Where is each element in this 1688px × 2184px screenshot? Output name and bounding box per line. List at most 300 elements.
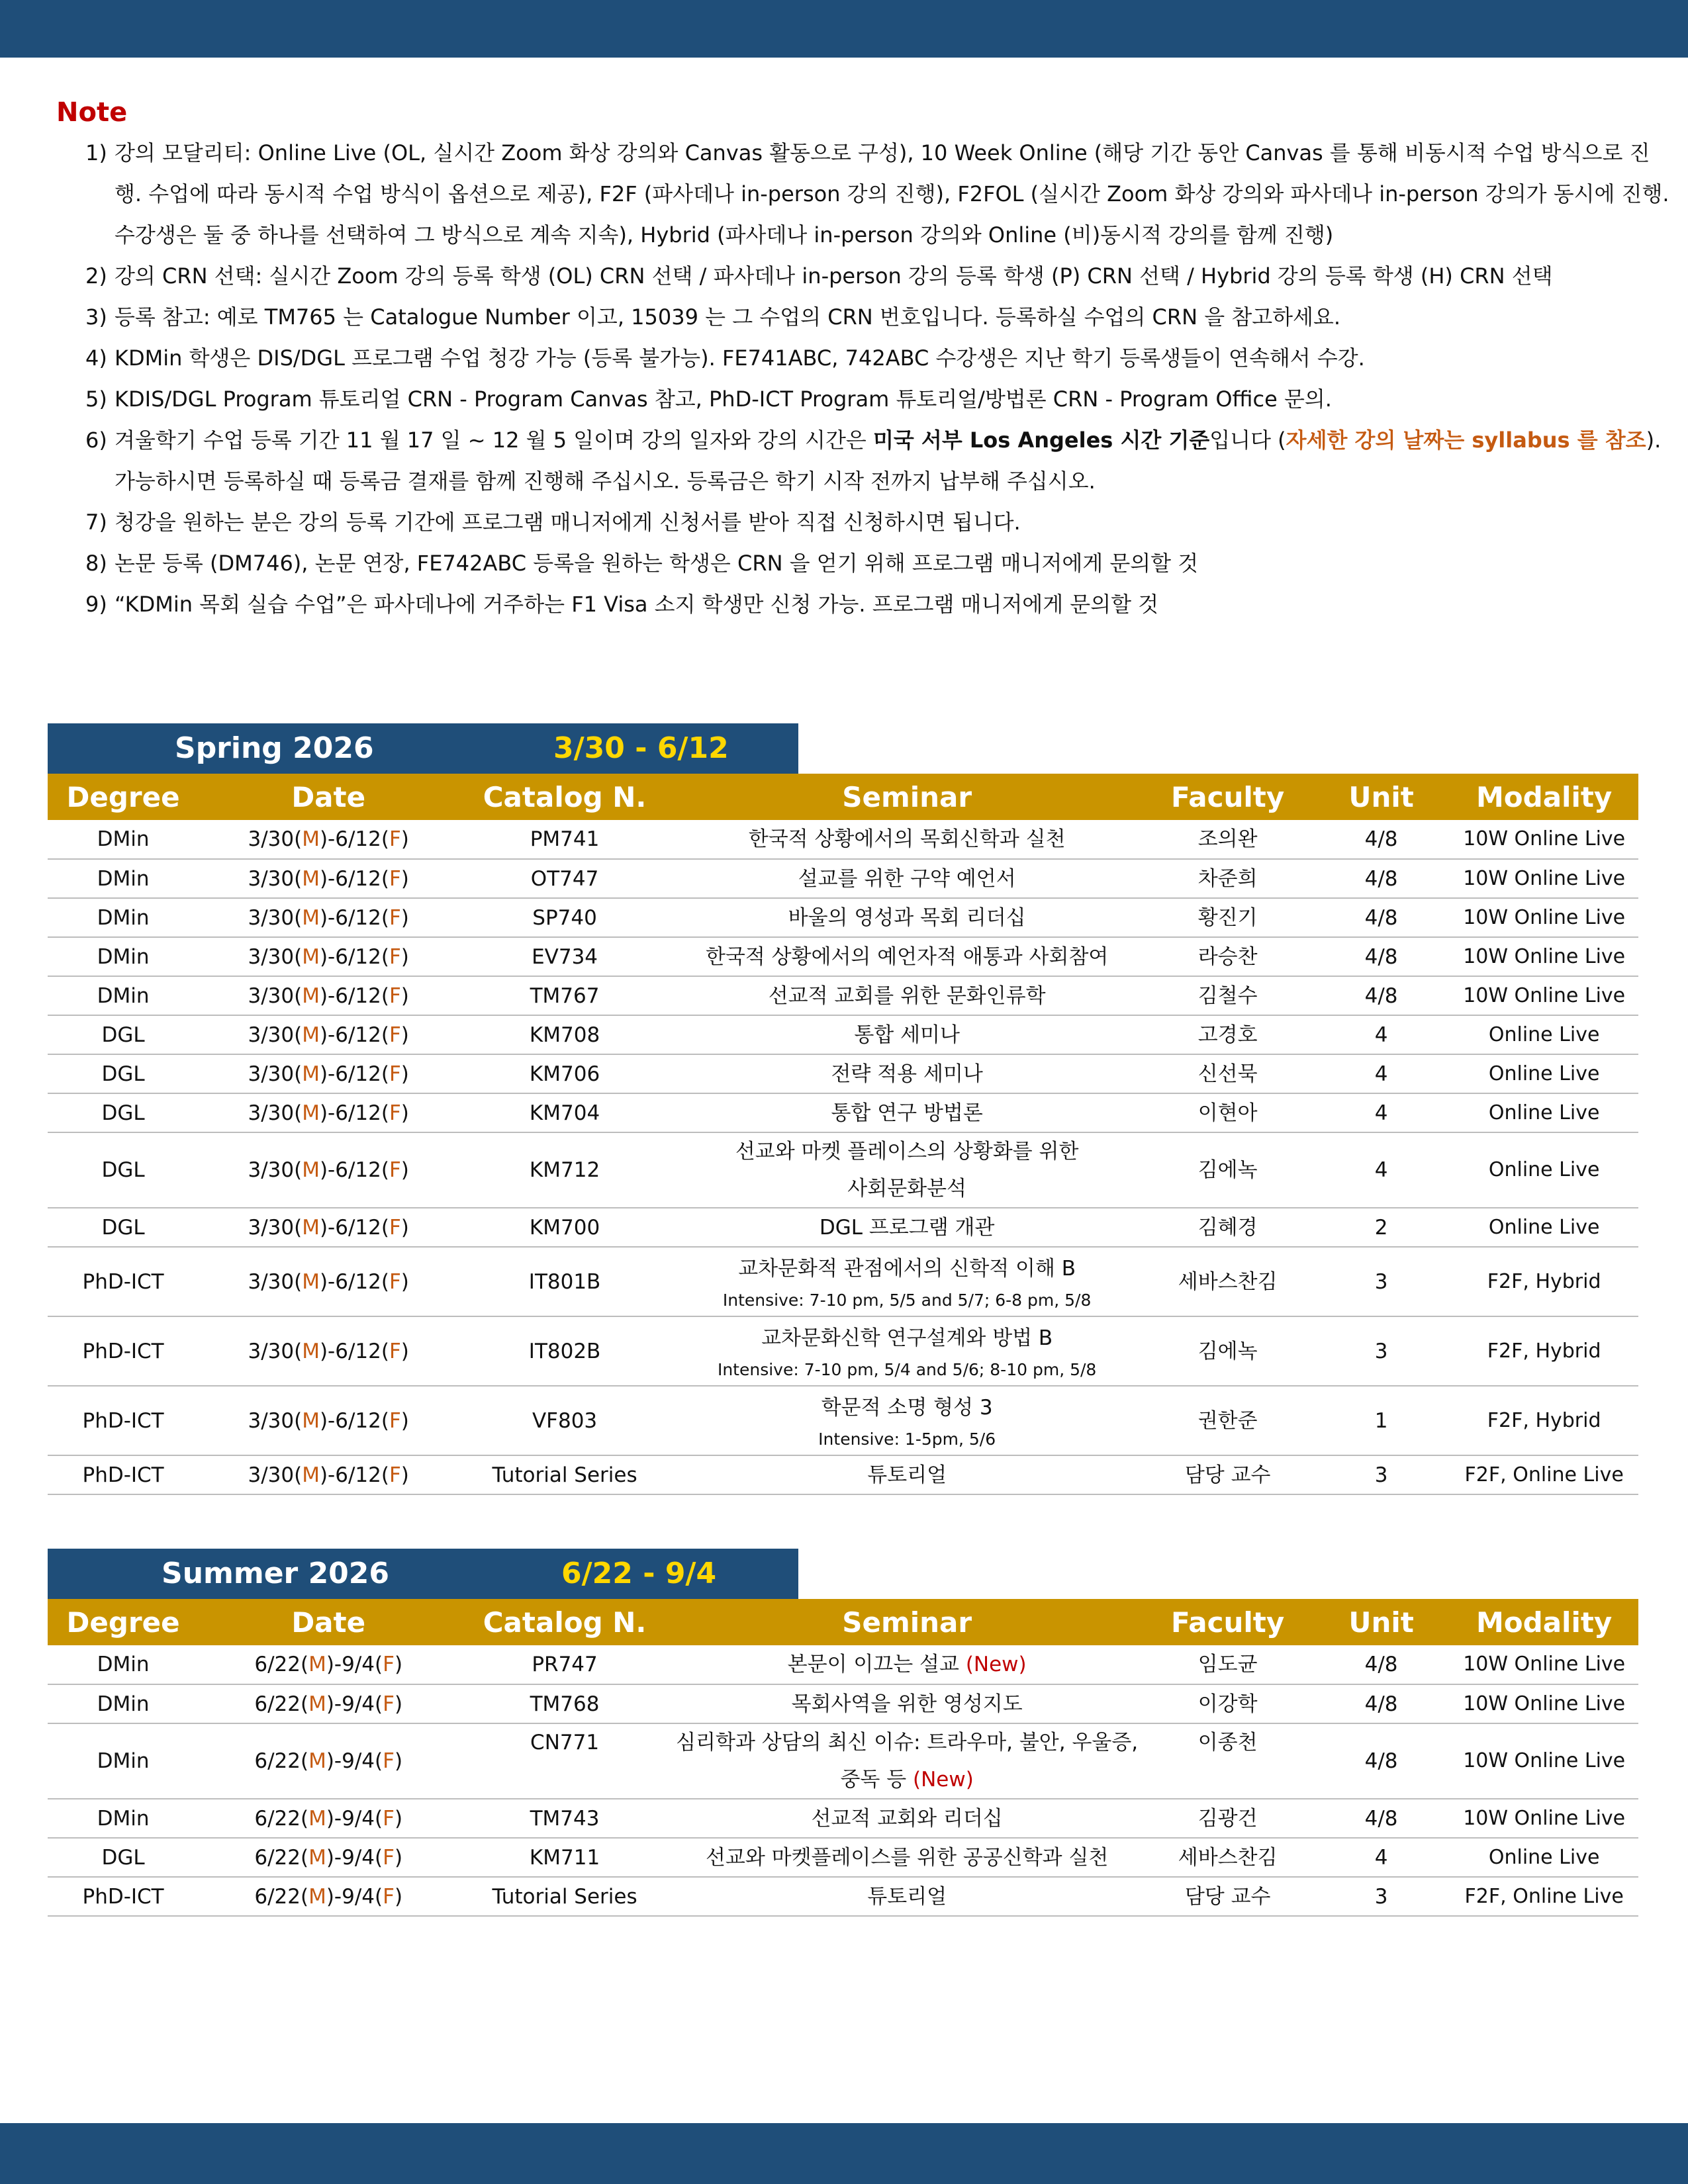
- table-row: [48, 1093, 1638, 1132]
- note-text: 겨울학기 수업 등록 기간 11 월 17 일 ~ 12 월 5 일이며 강의 일자와 강의 시간은: [115, 428, 873, 453]
- seminar-cell: [671, 1877, 1143, 1916]
- weekday-start: M: [302, 983, 320, 1008]
- modality-cell: Online Live: [1450, 1054, 1638, 1093]
- catalog-cell: PM741: [458, 820, 671, 859]
- date-start: 3/30(: [248, 1269, 303, 1294]
- seminar-cell: [671, 1723, 1143, 1799]
- seminar-title: 선교와 마켓 플레이스의 상황화를 위한: [735, 1140, 1079, 1163]
- date-cell: [199, 937, 458, 976]
- degree-cell: DGL: [48, 1054, 199, 1093]
- date-close: ): [400, 827, 409, 851]
- modality-cell: 10W Online Live: [1450, 820, 1638, 859]
- date-close: ): [400, 1101, 409, 1125]
- date-end: )-6/12(: [319, 1023, 389, 1047]
- seminar-cell: [671, 1093, 1143, 1132]
- weekday-start: M: [308, 1692, 326, 1716]
- note-number: 9): [85, 592, 107, 617]
- seminar-cell: [671, 1316, 1143, 1386]
- unit-cell: 4/8: [1313, 1684, 1450, 1723]
- faculty-cell: 고경호: [1143, 1015, 1312, 1054]
- unit-cell: 2: [1313, 1208, 1450, 1247]
- modality-cell: 10W Online Live: [1450, 1723, 1638, 1799]
- date-close: ): [394, 1653, 403, 1676]
- note-text: “KDMin 목회 실습 수업”은 파사데나에 거주하는 F1 Visa 소지 학생만 신청 가능. 프로그램 매니저에게 문의할 것: [115, 592, 1159, 617]
- faculty-cell: 임도균: [1143, 1645, 1312, 1684]
- table-row: [48, 1645, 1638, 1684]
- note-number: 5): [85, 387, 107, 412]
- date-cell: [199, 1799, 458, 1838]
- summer-schedule: [48, 1549, 1638, 1917]
- degree-cell: DGL: [48, 1093, 199, 1132]
- seminar-title: 심리학과 상담의 최신 이슈: 트라우마, 불안, 우울증,: [676, 1731, 1139, 1754]
- unit-cell: 4/8: [1313, 976, 1450, 1015]
- header-degree: Degree: [48, 774, 199, 820]
- date-close: ): [394, 1749, 403, 1773]
- modality-cell: F2F, Online Live: [1450, 1455, 1638, 1494]
- date-start: 3/30(: [248, 1062, 303, 1086]
- term-dates: 3/30 - 6/12: [553, 731, 729, 765]
- catalog-cell: KM700: [458, 1208, 671, 1247]
- catalog-cell: TM768: [458, 1684, 671, 1723]
- date-end: )-9/4(: [326, 1692, 383, 1716]
- catalog-cell: TM743: [458, 1799, 671, 1838]
- date-end: )-6/12(: [319, 983, 389, 1008]
- seminar-cell: [671, 820, 1143, 859]
- weekday-end: F: [389, 1158, 401, 1182]
- weekday-start: M: [302, 1158, 320, 1182]
- seminar-title: 바울의 영성과 목회 리더십: [788, 905, 1026, 930]
- weekday-start: M: [308, 1884, 326, 1909]
- seminar-title: 튜토리얼: [867, 1884, 947, 1909]
- catalog-cell: EV734: [458, 937, 671, 976]
- date-end: )-9/4(: [326, 1806, 383, 1831]
- unit-cell: 4/8: [1313, 937, 1450, 976]
- seminar-title: 학문적 소명 형성 3: [821, 1395, 993, 1420]
- seminar-title: 전략 적용 세미나: [831, 1062, 983, 1086]
- date-close: ): [400, 1339, 409, 1363]
- unit-cell: 4: [1313, 1132, 1450, 1208]
- date-close: ): [400, 1408, 409, 1433]
- header-seminar: Seminar: [671, 1599, 1143, 1645]
- weekday-start: M: [302, 905, 320, 930]
- date-start: 3/30(: [248, 1215, 303, 1240]
- weekday-start: M: [302, 1215, 320, 1240]
- degree-cell: DMin: [48, 898, 199, 937]
- header-degree: Degree: [48, 1599, 199, 1645]
- modality-cell: 10W Online Live: [1450, 1799, 1638, 1838]
- note-number: 7): [85, 510, 107, 535]
- degree-cell: DMin: [48, 937, 199, 976]
- date-end: )-6/12(: [319, 1463, 389, 1487]
- date-start: 6/22(: [254, 1884, 309, 1909]
- note-number: 3): [85, 304, 107, 330]
- date-end: )-9/4(: [326, 1845, 383, 1870]
- date-cell: [199, 1054, 458, 1093]
- table-row: [48, 1799, 1638, 1838]
- weekday-start: M: [308, 1806, 326, 1831]
- degree-cell: DGL: [48, 1132, 199, 1208]
- catalog-cell: KM708: [458, 1015, 671, 1054]
- seminar-title: DGL 프로그램 개관: [819, 1215, 995, 1240]
- date-close: ): [400, 1023, 409, 1047]
- degree-cell: PhD-ICT: [48, 1316, 199, 1386]
- weekday-start: M: [302, 1269, 320, 1294]
- weekday-end: F: [389, 983, 401, 1008]
- syllabus-reference: 자세한 강의 날짜는 syllabus 를 참조: [1286, 428, 1646, 453]
- modality-cell: Online Live: [1450, 1015, 1638, 1054]
- date-end: )-6/12(: [319, 1101, 389, 1125]
- date-close: ): [400, 1463, 409, 1487]
- catalog-cell: OT747: [458, 859, 671, 898]
- weekday-end: F: [389, 1062, 401, 1086]
- weekday-start: M: [308, 1749, 326, 1773]
- header-catalog: Catalog N.: [458, 774, 671, 820]
- weekday-end: F: [389, 944, 401, 969]
- modality-cell: 10W Online Live: [1450, 859, 1638, 898]
- degree-cell: DGL: [48, 1208, 199, 1247]
- faculty-cell: 이강학: [1143, 1684, 1312, 1723]
- faculty-cell: 이현아: [1143, 1093, 1312, 1132]
- unit-cell: 4/8: [1313, 1723, 1450, 1799]
- weekday-end: F: [389, 827, 401, 851]
- date-start: 3/30(: [248, 866, 303, 891]
- date-close: ): [400, 1269, 409, 1294]
- seminar-cell: [671, 859, 1143, 898]
- new-badge: (New): [913, 1768, 974, 1792]
- term-banner: [48, 1549, 798, 1599]
- date-start: 3/30(: [248, 905, 303, 930]
- date-end: )-6/12(: [319, 827, 389, 851]
- faculty-cell: 세바스찬김: [1143, 1247, 1312, 1316]
- spring-schedule: [48, 723, 1638, 1495]
- degree-cell: PhD-ICT: [48, 1247, 199, 1316]
- date-close: ): [400, 905, 409, 930]
- table-header-row: [48, 774, 1638, 820]
- date-start: 3/30(: [248, 827, 303, 851]
- degree-cell: PhD-ICT: [48, 1877, 199, 1916]
- catalog-cell: Tutorial Series: [458, 1455, 671, 1494]
- seminar-cell: [671, 898, 1143, 937]
- bottom-footer-band: [0, 2123, 1688, 2184]
- faculty-cell: 김혜경: [1143, 1208, 1312, 1247]
- header-faculty: Faculty: [1143, 1599, 1312, 1645]
- degree-cell: DMin: [48, 976, 199, 1015]
- date-end: )-6/12(: [319, 1339, 389, 1363]
- date-start: 3/30(: [248, 1101, 303, 1125]
- seminar-cell: [671, 1054, 1143, 1093]
- date-close: ): [394, 1806, 403, 1831]
- seminar-title: 통합 연구 방법론: [831, 1101, 983, 1125]
- note-number: 2): [85, 263, 107, 289]
- note-item-3: [56, 296, 1671, 338]
- table-row: [48, 1247, 1638, 1316]
- date-cell: [199, 1645, 458, 1684]
- weekday-start: M: [302, 1023, 320, 1047]
- modality-cell: Online Live: [1450, 1132, 1638, 1208]
- faculty-cell: 차준희: [1143, 859, 1312, 898]
- top-header-band: [0, 0, 1688, 58]
- weekday-start: M: [302, 1408, 320, 1433]
- table-row: [48, 820, 1638, 859]
- faculty-cell: 김철수: [1143, 976, 1312, 1015]
- seminar-cell: [671, 976, 1143, 1015]
- degree-cell: DMin: [48, 1723, 199, 1799]
- unit-cell: 4: [1313, 1015, 1450, 1054]
- date-end: )-6/12(: [319, 944, 389, 969]
- date-start: 6/22(: [254, 1692, 309, 1716]
- note-title: Note: [56, 97, 128, 128]
- note-text: 강의 CRN 선택: 실시간 Zoom 강의 등록 학생 (OL) CRN 선택 / 파사데나 in-person 강의 등록 학생 (P) CRN 선택 / Hybrid 강의 등록 학생 (H) CRN 선택: [115, 263, 1553, 289]
- note-number: 4): [85, 345, 107, 371]
- weekday-end: F: [389, 1408, 401, 1433]
- seminar-title: 선교적 교회를 위한 문화인류학: [768, 983, 1046, 1008]
- note-item-9: [56, 584, 1671, 625]
- table-row: [48, 1838, 1638, 1877]
- date-close: ): [400, 983, 409, 1008]
- degree-cell: DMin: [48, 820, 199, 859]
- seminar-title: 한국적 상황에서의 목회신학과 실천: [748, 827, 1066, 851]
- header-catalog: Catalog N.: [458, 1599, 671, 1645]
- table-row: [48, 976, 1638, 1015]
- table-row: [48, 1877, 1638, 1916]
- date-cell: [199, 1877, 458, 1916]
- note-item-6: [56, 420, 1671, 502]
- catalog-cell: TM767: [458, 976, 671, 1015]
- weekday-end: F: [383, 1692, 395, 1716]
- weekday-end: F: [389, 1339, 401, 1363]
- seminar-title: 튜토리얼: [867, 1463, 947, 1487]
- header-faculty: Faculty: [1143, 774, 1312, 820]
- note-text: 논문 등록 (DM746), 논문 연장, FE742ABC 등록을 원하는 학생은 CRN 을 얻기 위해 프로그램 매니저에게 문의할 것: [115, 551, 1199, 576]
- faculty-cell: 김에녹: [1143, 1132, 1312, 1208]
- note-text: KDMin 학생은 DIS/DGL 프로그램 수업 청강 가능 (등록 불가능). FE741ABC, 742ABC 수강생은 지난 학기 등록생들이 연속해서 수강.: [115, 345, 1365, 371]
- table-row: [48, 1208, 1638, 1247]
- unit-cell: 4: [1313, 1054, 1450, 1093]
- faculty-cell: 신선묵: [1143, 1054, 1312, 1093]
- date-cell: [199, 1208, 458, 1247]
- date-start: 3/30(: [248, 983, 303, 1008]
- seminar-cell: [671, 1208, 1143, 1247]
- date-end: )-6/12(: [319, 1215, 389, 1240]
- note-item-2: [56, 255, 1671, 296]
- seminar-cell: [671, 1015, 1143, 1054]
- catalog-cell: PR747: [458, 1645, 671, 1684]
- seminar-cell: [671, 1684, 1143, 1723]
- date-close: ): [400, 866, 409, 891]
- table-row: [48, 859, 1638, 898]
- weekday-end: F: [383, 1806, 395, 1831]
- note-text: 입니다 (: [1209, 428, 1286, 453]
- faculty-cell: 담당 교수: [1143, 1455, 1312, 1494]
- catalog-cell: Tutorial Series: [458, 1877, 671, 1916]
- weekday-end: F: [389, 1101, 401, 1125]
- date-end: )-6/12(: [319, 1158, 389, 1182]
- modality-cell: F2F, Hybrid: [1450, 1247, 1638, 1316]
- unit-cell: 3: [1313, 1316, 1450, 1386]
- note-item-4: [56, 338, 1671, 379]
- date-cell: [199, 1316, 458, 1386]
- header-seminar: Seminar: [671, 774, 1143, 820]
- date-start: 6/22(: [254, 1749, 309, 1773]
- catalog-cell: IT802B: [458, 1316, 671, 1386]
- seminar-title: 목회사역을 위한 영성지도: [791, 1692, 1023, 1716]
- weekday-end: F: [383, 1845, 395, 1870]
- catalog-cell: CN771: [458, 1723, 671, 1799]
- modality-cell: F2F, Hybrid: [1450, 1386, 1638, 1455]
- catalog-cell: VF803: [458, 1386, 671, 1455]
- date-cell: [199, 1247, 458, 1316]
- note-text: 강의 모달리티: Online Live (OL, 실시간 Zoom 화상 강의와 Canvas 활동으로 구성), 10 Week Online (해당 기간 동안 Canvas 를 통해 비동시적 수업 방식으로 진행. 수업에 따라 동시적 수업 방식이 옵션으로 제공), F2F (파사데나 in-person 강의 진행), F2FOL (실시간 Zoom 화상 강의와 파사데나 in-person 강의가 동시에 진행. 수강생은 둘 중 하나를 선택하여 그 방식으로 계속 지속), Hybrid (파사데나 in-person 강의와 Online (비)동시적 강의를 함께 진행): [115, 140, 1669, 248]
- catalog-cell: KM706: [458, 1054, 671, 1093]
- note-text: KDIS/DGL Program 튜토리얼 CRN - Program Canvas 참고, PhD-ICT Program 튜토리얼/방법론 CRN - Program Office 문의.: [115, 387, 1332, 412]
- date-cell: [199, 1015, 458, 1054]
- table-row: [48, 1054, 1638, 1093]
- date-start: 3/30(: [248, 1158, 303, 1182]
- course-table: [48, 1599, 1638, 1917]
- modality-cell: F2F, Online Live: [1450, 1877, 1638, 1916]
- seminar-cell: [671, 1386, 1143, 1455]
- modality-cell: 10W Online Live: [1450, 937, 1638, 976]
- weekday-end: F: [389, 905, 401, 930]
- faculty-cell: 담당 교수: [1143, 1877, 1312, 1916]
- date-close: ): [394, 1845, 403, 1870]
- date-end: )-9/4(: [326, 1749, 383, 1773]
- seminar-title-line2: [674, 1170, 1141, 1207]
- weekday-start: M: [302, 1062, 320, 1086]
- note-number: 8): [85, 551, 107, 576]
- date-end: )-6/12(: [319, 1062, 389, 1086]
- intensive-schedule: Intensive: 7-10 pm, 5/4 and 5/6; 8-10 pm, 5/8: [717, 1359, 1097, 1379]
- term-dates: 6/22 - 9/4: [561, 1557, 717, 1590]
- catalog-cell: KM711: [458, 1838, 671, 1877]
- unit-cell: 4/8: [1313, 1799, 1450, 1838]
- degree-cell: PhD-ICT: [48, 1386, 199, 1455]
- modality-cell: Online Live: [1450, 1838, 1638, 1877]
- date-cell: [199, 898, 458, 937]
- note-emphasis: 미국 서부 Los Angeles 시간 기준: [872, 428, 1210, 453]
- seminar-cell: [671, 1132, 1143, 1208]
- unit-cell: 4/8: [1313, 898, 1450, 937]
- faculty-cell: 권한준: [1143, 1386, 1312, 1455]
- faculty-cell: 조의완: [1143, 820, 1312, 859]
- note-text: 청강을 원하는 분은 강의 등록 기간에 프로그램 매니저에게 신청서를 받아 직접 신청하시면 됩니다.: [115, 510, 1021, 535]
- weekday-start: M: [308, 1845, 326, 1870]
- seminar-cell: [671, 937, 1143, 976]
- note-text: ). 가능하시면 등록하실 때 등록금 결재를 함께 진행해 주십시오. 등록금은 학기 시작 전까지 납부해 주십시오.: [115, 428, 1662, 494]
- intensive-schedule: Intensive: 7-10 pm, 5/5 and 5/7; 6-8 pm, 5/8: [722, 1290, 1092, 1310]
- catalog-cell: SP740: [458, 898, 671, 937]
- date-cell: [199, 976, 458, 1015]
- degree-cell: DMin: [48, 859, 199, 898]
- weekday-end: F: [389, 866, 401, 891]
- catalog-cell: KM704: [458, 1093, 671, 1132]
- note-text: 등록 참고: 예로 TM765 는 Catalogue Number 이고, 15039 는 그 수업의 CRN 번호입니다. 등록하실 수업의 CRN 을 참고하세요.: [115, 304, 1341, 330]
- seminar-cell: [671, 1645, 1143, 1684]
- weekday-start: M: [302, 866, 320, 891]
- course-table: [48, 774, 1638, 1495]
- table-row: [48, 937, 1638, 976]
- date-end: )-6/12(: [319, 1408, 389, 1433]
- date-close: ): [394, 1884, 403, 1909]
- note-item-5: [56, 379, 1671, 420]
- note-item-7: [56, 502, 1671, 543]
- unit-cell: 4/8: [1313, 1645, 1450, 1684]
- seminar-title: 교차문화신학 연구설계와 방법 B: [761, 1326, 1053, 1350]
- date-cell: [199, 820, 458, 859]
- date-end: )-9/4(: [326, 1884, 383, 1909]
- unit-cell: 4: [1313, 1838, 1450, 1877]
- term-name: Summer 2026: [162, 1557, 390, 1590]
- date-start: 3/30(: [248, 1023, 303, 1047]
- date-close: ): [394, 1692, 403, 1716]
- date-start: 6/22(: [254, 1806, 309, 1831]
- date-cell: [199, 1838, 458, 1877]
- seminar-cell: [671, 1455, 1143, 1494]
- unit-cell: 4: [1313, 1093, 1450, 1132]
- table-row: [48, 1132, 1638, 1208]
- faculty-cell: 김광건: [1143, 1799, 1312, 1838]
- unit-cell: 3: [1313, 1247, 1450, 1316]
- unit-cell: 4/8: [1313, 859, 1450, 898]
- seminar-title: 선교적 교회와 리더십: [811, 1806, 1003, 1831]
- weekday-start: M: [302, 1101, 320, 1125]
- weekday-end: F: [389, 1463, 401, 1487]
- seminar-title-cont: 중독 등: [840, 1768, 914, 1792]
- note-item-1: [56, 132, 1671, 255]
- date-start: 3/30(: [248, 944, 303, 969]
- header-unit: Unit: [1313, 1599, 1450, 1645]
- date-start: 3/30(: [248, 1339, 303, 1363]
- note-section: [56, 93, 1671, 625]
- date-cell: [199, 1386, 458, 1455]
- table-row: [48, 1684, 1638, 1723]
- degree-cell: DGL: [48, 1838, 199, 1877]
- degree-cell: DMin: [48, 1684, 199, 1723]
- term-banner: [48, 723, 798, 774]
- date-cell: [199, 1132, 458, 1208]
- table-row: [48, 1455, 1638, 1494]
- faculty-cell: 김에녹: [1143, 1316, 1312, 1386]
- table-header-row: [48, 1599, 1638, 1645]
- header-modality: Modality: [1450, 1599, 1638, 1645]
- weekday-start: M: [302, 827, 320, 851]
- modality-cell: 10W Online Live: [1450, 1684, 1638, 1723]
- note-number: 1): [85, 140, 107, 165]
- note-item-8: [56, 543, 1671, 584]
- weekday-end: F: [389, 1023, 401, 1047]
- term-name: Spring 2026: [175, 731, 374, 765]
- date-cell: [199, 859, 458, 898]
- table-row: [48, 1386, 1638, 1455]
- date-close: ): [400, 944, 409, 969]
- date-cell: [199, 1723, 458, 1799]
- unit-cell: 3: [1313, 1877, 1450, 1916]
- date-start: 6/22(: [254, 1653, 309, 1676]
- header-date: Date: [199, 774, 458, 820]
- intensive-schedule: Intensive: 1-5pm, 5/6: [818, 1429, 996, 1449]
- unit-cell: 1: [1313, 1386, 1450, 1455]
- faculty-cell: 이종천: [1143, 1723, 1312, 1799]
- degree-cell: DGL: [48, 1015, 199, 1054]
- seminar-title: 설교를 위한 구약 예언서: [798, 866, 1016, 891]
- date-close: ): [400, 1215, 409, 1240]
- faculty-cell: 라승찬: [1143, 937, 1312, 976]
- weekday-end: F: [383, 1653, 395, 1676]
- date-close: ): [400, 1158, 409, 1182]
- date-start: 3/30(: [248, 1463, 303, 1487]
- table-row: [48, 898, 1638, 937]
- weekday-end: F: [383, 1884, 395, 1909]
